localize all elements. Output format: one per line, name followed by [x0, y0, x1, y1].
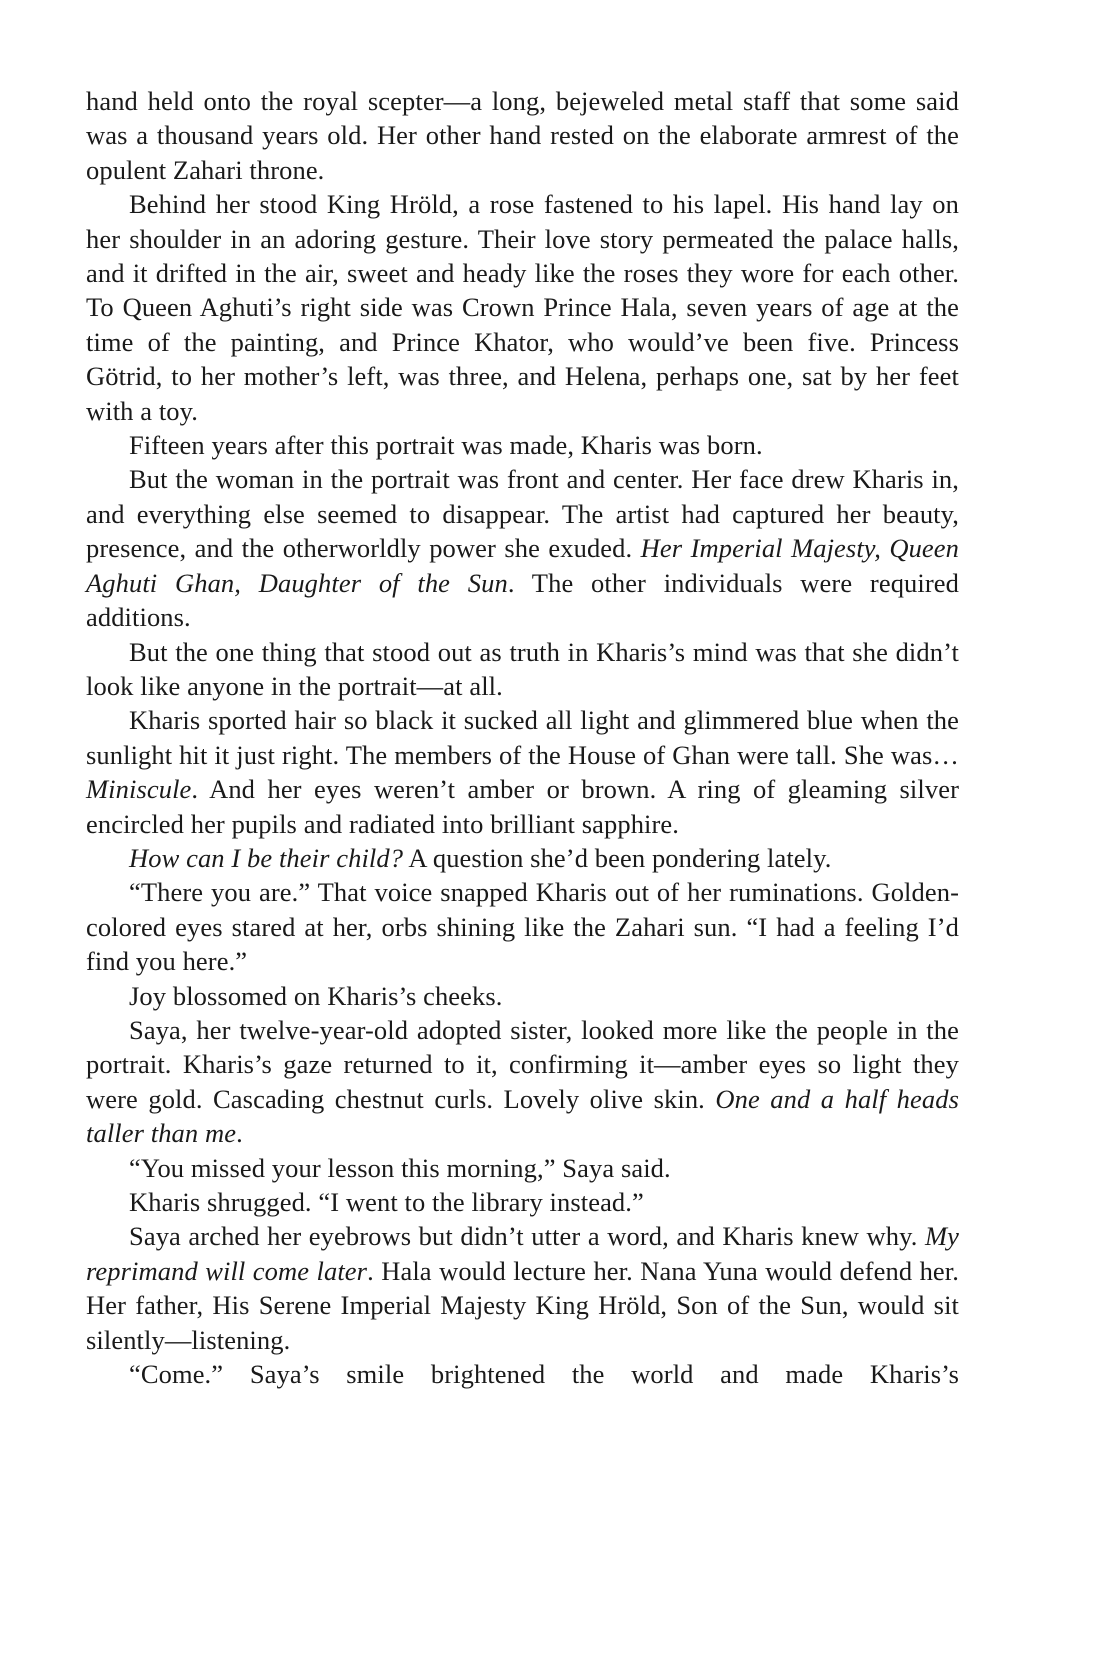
text-segment: Kharis sported hair so black it sucked all light and glimmered blue when the sunlight hit it just right. The members of the House of Ghan were tall. She was… [86, 705, 959, 770]
text-segment: hand held onto the royal scepter—a long, bejeweled metal staff that some said was a thousand years old. Her other hand rested on the elaborate armrest of the opulent Zahari throne. [86, 86, 959, 185]
paragraph [86, 1151, 959, 1185]
paragraph [86, 635, 959, 704]
paragraph [86, 1185, 959, 1219]
italic-text: My reprimand will come later [86, 1221, 959, 1286]
text-segment: . And her eyes weren’t amber or brown. A ring of gleaming silver encircled her pupils and radiated into brilliant sapphire. [86, 774, 959, 839]
text-segment: But the one thing that stood out as truth in Kharis’s mind was that she didn’t look like anyone in the portrait—at all. [86, 636, 959, 701]
text-segment: A question she’d been pondering lately. [403, 842, 832, 873]
text-segment: “Come.” Saya’s smile brightened the world and made Kharis’s [129, 1359, 959, 1390]
paragraph [86, 703, 959, 841]
text-segment: . The other individuals were required additions. [86, 567, 960, 633]
text-segment: Behind her stood King Hröld, a rose fastened to his lapel. His hand lay on her shoulder in an adoring gesture. Their love story permeated the palace halls, and it drifted in the air, sweet and heady like the roses they wore for each other. To Queen Aghuti’s right side was Crown Prince Hala, seven years of age at the time of the painting, and Prince Khator, who would’ve been five. Princess Götrid, to her mother’s left, was three, and Helena, perhaps one, sat by her feet with a toy. [86, 189, 959, 426]
text-segment: “You missed your lesson this morning,” Saya said. [129, 1152, 671, 1183]
paragraph [86, 84, 959, 187]
paragraph [86, 1219, 959, 1357]
paragraph [86, 462, 959, 634]
italic-text: How can I be their child? [129, 842, 404, 873]
text-segment: Kharis shrugged. “I went to the library instead.” [129, 1187, 644, 1217]
text-segment: Fifteen years after this portrait was made, Kharis was born. [129, 430, 763, 461]
text-segment: Joy blossomed on Kharis’s cheeks. [129, 980, 503, 1011]
paragraph [86, 841, 959, 875]
text-segment: Saya, her twelve-year-old adopted sister, looked more like the people in the portrait. Kharis’s gaze returned to it, confirming it—amber eyes so light they were gold. Cascading chestnut curls. Lovely olive skin. [86, 1014, 959, 1114]
paragraph [86, 1013, 959, 1151]
paragraph [86, 1357, 959, 1391]
paragraph [86, 187, 959, 428]
text-segment: . [236, 1118, 243, 1149]
text-segment: Saya arched her eyebrows but didn’t utter a word, and Kharis knew why. [129, 1221, 925, 1252]
paragraph [86, 979, 959, 1013]
italic-text: One and a half heads taller than me [86, 1083, 960, 1149]
text-segment: . Hala would lecture her. Nana Yuna would defend her. Her father, His Serene Imperial Majesty King Hröld, Son of the Sun, would sit silently—listening. [86, 1255, 959, 1355]
italic-text: Her Imperial Majesty, Queen Aghuti Ghan, Daughter of the Sun [86, 533, 959, 598]
paragraph [86, 875, 959, 978]
italic-text: Miniscule [86, 774, 192, 805]
book-page [86, 84, 959, 1391]
text-segment: “There you are.” That voice snapped Kharis out of her ruminations. Golden-colored eyes stared at her, orbs shining like the Zahari sun. “I had a feeling I’d find you here.” [86, 877, 959, 977]
paragraph [86, 428, 959, 462]
text-segment: But the woman in the portrait was front and center. Her face drew Kharis in, and everything else seemed to disappear. The artist had captured her beauty, presence, and the otherworldly power she exuded. [86, 464, 959, 564]
